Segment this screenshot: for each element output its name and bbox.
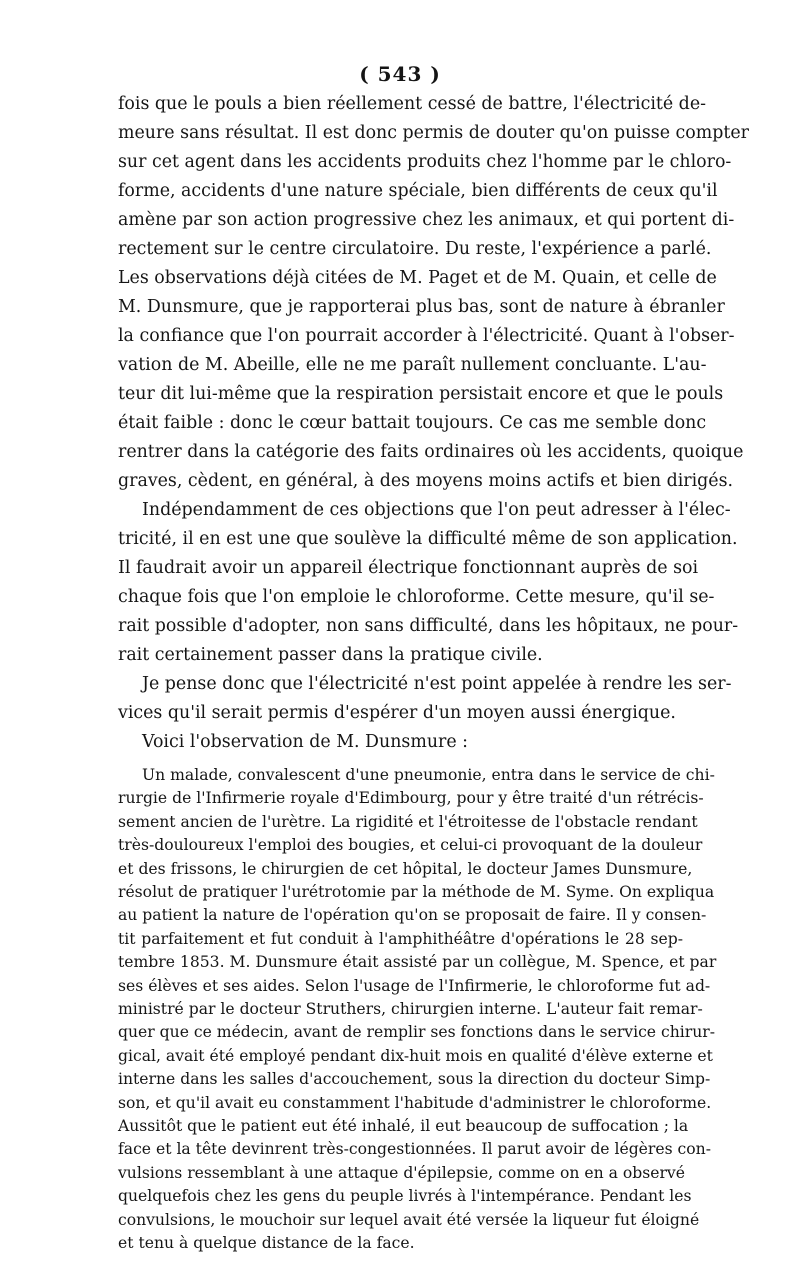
note-line: sement ancien de l'urètre. La rigidité et l'étroitesse de l'obstacle rendant [118, 812, 698, 831]
text-line: teur dit lui-même que la respiration persistait encore et que le pouls [118, 384, 724, 404]
text-line: Je pense donc que l'électricité n'est point appelée à rendre les ser- [142, 674, 732, 694]
text-line: Indépendamment de ces objections que l'on peut adresser à l'élec- [142, 500, 731, 520]
text-line: forme, accidents d'une nature spéciale, bien différents de ceux qu'il [118, 181, 718, 201]
text-line: meure sans résultat. Il est donc permis de douter qu'on puisse compter [118, 123, 749, 143]
note-line: quer que ce médecin, avant de remplir ses fonctions dans le service chirur- [118, 1023, 715, 1042]
text-line: amène par son action progressive chez les animaux, et qui portent di- [118, 210, 735, 230]
text-line: rait certainement passer dans la pratique civile. [118, 645, 543, 665]
text-line: M. Dunsmure, que je rapporterai plus bas, sont de nature à ébranler [118, 297, 725, 317]
note-line: tembre 1853. M. Dunsmure était assisté par un collègue, M. Spence, et par [118, 953, 717, 972]
note-line: son, et qu'il avait eu constamment l'habitude d'administrer le chloroforme. [118, 1093, 712, 1112]
note-line: ministré par le docteur Struthers, chirurgien interne. L'auteur fait remar- [118, 1000, 703, 1018]
text-line: était faible : donc le cœur battait toujours. Ce cas me semble donc [118, 413, 707, 433]
note-line: très-douloureux l'emploi des bougies, et celui-ci provoquant de la douleur [118, 836, 703, 855]
note-line: et tenu à quelque distance de la face. [118, 1234, 415, 1252]
note-line: face et la tête devinrent très-congestionnées. Il parut avoir de légères con- [118, 1140, 711, 1159]
note-line: au patient la nature de l'opération qu'on se proposait de faire. Il y consen- [118, 906, 707, 925]
text-line: rectement sur le centre circulatoire. Du reste, l'expérience a parlé. [118, 239, 712, 259]
note-line: ses élèves et ses aides. Selon l'usage de l'Infirmerie, le chloroforme fut ad- [118, 976, 711, 995]
text-line: graves, cèdent, en général, à des moyens moins actifs et bien dirigés. [118, 471, 734, 491]
text-line: Il faudrait avoir un appareil électrique fonctionnant auprès de soi [118, 558, 699, 578]
note-line: convulsions, le mouchoir sur lequel avait été versée la liqueur fut éloigné [118, 1210, 700, 1229]
text-line: tricité, il en est une que soulève la difficulté même de son application. [118, 529, 738, 549]
text-line: rait possible d'adopter, non sans difficulté, dans les hôpitaux, ne pour- [118, 616, 739, 636]
text-line: Voici l'observation de M. Dunsmure : [142, 732, 469, 752]
text-line: vation de M. Abeille, elle ne me paraît nullement concluante. L'au- [118, 355, 707, 375]
text-line: chaque fois que l'on emploie le chloroforme. Cette mesure, qu'il se- [118, 587, 715, 607]
note-line: vulsions ressemblant à une attaque d'épilepsie, comme on en a observé [118, 1163, 685, 1182]
page-number: ( 543 ) [359, 62, 441, 86]
note-line: rurgie de l'Infirmerie royale d'Edimbourg, pour y être traité d'un rétrécis- [118, 789, 704, 808]
text-line: Les observations déjà citées de M. Paget et de M. Quain, et celle de [118, 268, 717, 288]
text-line: sur cet agent dans les accidents produits chez l'homme par le chloro- [118, 152, 732, 172]
note-line: Un malade, convalescent d'une pneumonie, entra dans le service de chi- [142, 766, 715, 784]
note-line: et des frissons, le chirurgien de cet hôpital, le docteur James Dunsmure, [118, 859, 693, 878]
text-line: fois que le pouls a bien réellement cessé de battre, l'électricité de- [118, 94, 706, 114]
note-line: résolut de pratiquer l'urétrotomie par la méthode de M. Syme. On expliqua [118, 883, 715, 901]
note-line: Aussitôt que le patient eut été inhalé, il eut beaucoup de suffocation ; la [118, 1117, 689, 1135]
note-line: interne dans les salles d'accouchement, sous la direction du docteur Simp- [118, 1070, 711, 1089]
text-line: la confiance que l'on pourrait accorder à l'électricité. Quant à l'obser- [118, 326, 735, 346]
note-line: quelquefois chez les gens du peuple livrés à l'intempérance. Pendant les [118, 1187, 692, 1206]
text-line: rentrer dans la catégorie des faits ordinaires où les accidents, quoique [118, 442, 744, 462]
note-line: tit parfaitement et fut conduit à l'amphithéâtre d'opérations le 28 sep- [118, 929, 683, 948]
note-line: gical, avait été employé pendant dix-huit mois en qualité d'élève externe et [118, 1046, 713, 1065]
text-line: vices qu'il serait permis d'espérer d'un moyen aussi énergique. [118, 703, 676, 723]
